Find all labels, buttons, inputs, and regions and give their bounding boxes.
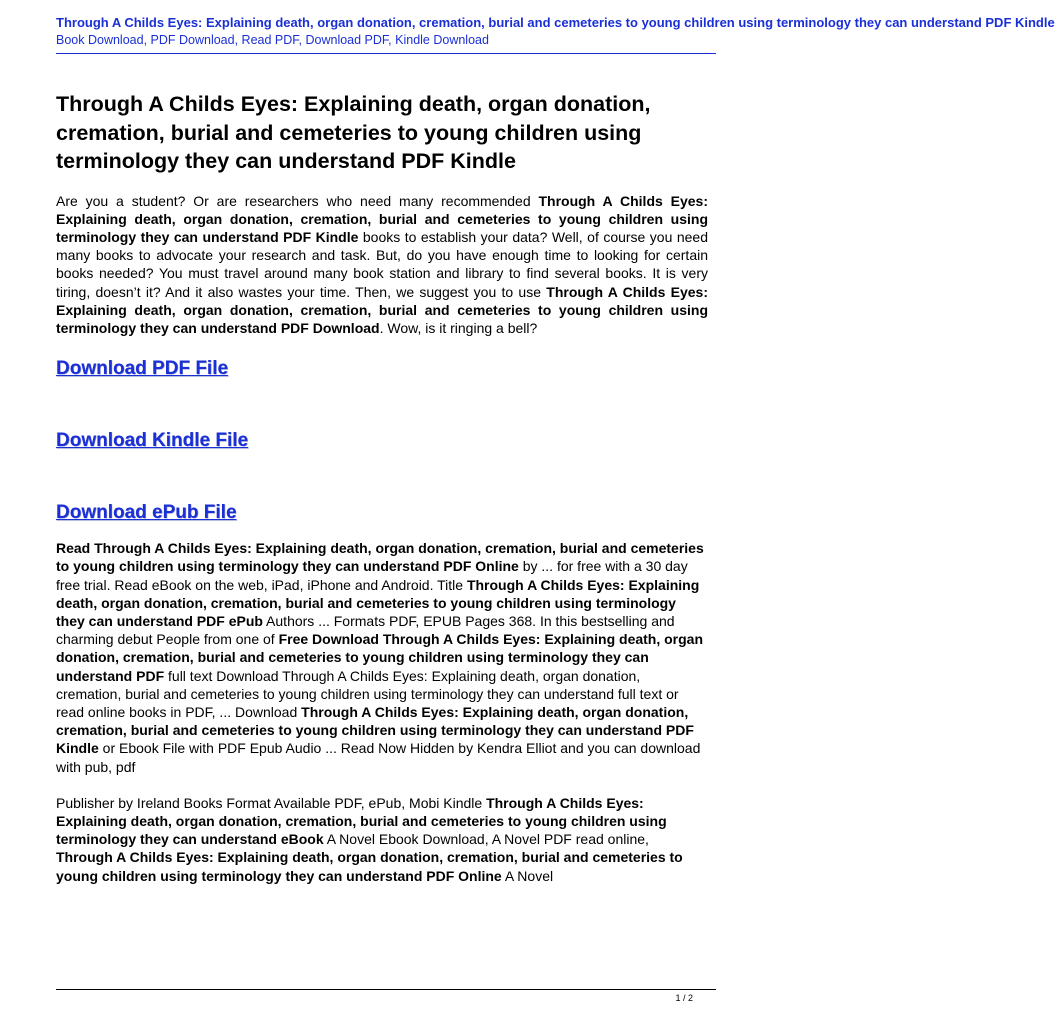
header-links	[56, 32, 716, 49]
bold-text-run: Through A Childs Eyes: Explaining death, organ donation, cremation, burial and cemeteries to young children using terminology they can understand PDF Download	[56, 283, 708, 336]
text-run: Authors ... Formats PDF, EPUB Pages 368. In this bestselling and charming debut People from one of	[56, 612, 675, 648]
text-run: Are you a student? Or are researchers who need many recommended	[56, 192, 539, 209]
text-run: full text Download Through A Childs Eyes: Explaining death, organ donation, cremation, burial and cemeteries to young children using terminology they can understand full text or read online books in PDF, ... Download	[56, 667, 679, 720]
header-link-read-pdf[interactable]: Read PDF	[241, 33, 299, 47]
text-run: by ... for free with a 30 day free trial. Read eBook on the web, iPad, iPhone and Android. Title	[56, 558, 688, 593]
text-run: A Novel	[501, 867, 554, 884]
link-separator: ,	[143, 33, 151, 47]
publisher-paragraph	[56, 794, 708, 885]
download-epub-link[interactable]: Download ePub File	[56, 502, 237, 524]
page-header	[56, 14, 1055, 54]
intro-paragraph	[56, 192, 708, 338]
text-run: or Ebook File with PDF Epub Audio ... Read Now Hidden by Kendra Elliot and you can download with pub, pdf	[56, 740, 701, 775]
link-separator: ,	[388, 33, 396, 47]
bold-text-run: Free Download Through A Childs Eyes: Explaining death, organ donation, cremation, burial and cemeteries to young children using terminology they can understand PDF	[56, 631, 704, 684]
header-link-kindle-download[interactable]: Kindle Download	[395, 33, 489, 47]
header-title-link[interactable]: Through A Childs Eyes: Explaining death, organ donation, cremation, burial and cemeteries to young children using terminology they can understand PDF Kindle	[56, 15, 1055, 30]
bold-text-run: Read Through A Childs Eyes: Explaining death, organ donation, cremation, burial and cemeteries to young children using terminology they can understand PDF Online	[56, 540, 704, 575]
header-link-download-pdf[interactable]: Download PDF	[305, 33, 389, 47]
description-paragraph	[56, 539, 708, 776]
document-title: Through A Childs Eyes: Explaining death, organ donation, cremation, burial and cemeteries to young children using terminology they can understand PDF Kindle	[56, 92, 651, 173]
text-run: books to establish your data? Well, of course you need many books to advocate your research and task. But, do you have enough time to looking for certain books needed? You must travel around many book station and library to find several books. It is very tiring, doesn’t it? And it also wastes your time. Then, we suggest you to use	[56, 228, 709, 300]
header-link-book-download[interactable]: Book Download	[56, 33, 144, 47]
text-run: A Novel Ebook Download, A Novel PDF read online,	[323, 831, 649, 848]
bold-text-run: Through A Childs Eyes: Explaining death, organ donation, cremation, burial and cemeteries to young children using terminology they can understand PDF ePub	[56, 576, 700, 629]
text-run: . Wow, is it ringing a bell?	[379, 319, 538, 336]
text-run: Publisher by Ireland Books Format Available PDF, ePub, Mobi Kindle	[56, 794, 487, 811]
bold-text-run: Through A Childs Eyes: Explaining death, organ donation, cremation, burial and cemeteries to young children using terminology they can understand PDF Online	[56, 849, 683, 884]
header-divider	[56, 53, 716, 54]
link-separator: ,	[234, 33, 242, 47]
bold-text-run: Through A Childs Eyes: Explaining death, organ donation, cremation, burial and cemeteries to young children using terminology they can understand PDF Kindle	[56, 192, 708, 245]
link-separator: ,	[298, 33, 306, 47]
footer-divider	[56, 989, 716, 990]
header-link-pdf-download[interactable]: PDF Download	[150, 33, 235, 47]
download-pdf-link[interactable]: Download PDF File	[56, 358, 229, 380]
download-kindle-link[interactable]: Download Kindle File	[56, 430, 249, 452]
document-body	[56, 90, 708, 885]
bold-text-run: Through A Childs Eyes: Explaining death, organ donation, cremation, burial and cemeteries to young children using terminology they can understand PDF Kindle	[56, 703, 694, 757]
page-number: 1 / 2	[675, 993, 693, 1003]
bold-text-run: Through A Childs Eyes: Explaining death, organ donation, cremation, burial and cemeteries to young children using terminology they can understand eBook	[56, 794, 667, 848]
